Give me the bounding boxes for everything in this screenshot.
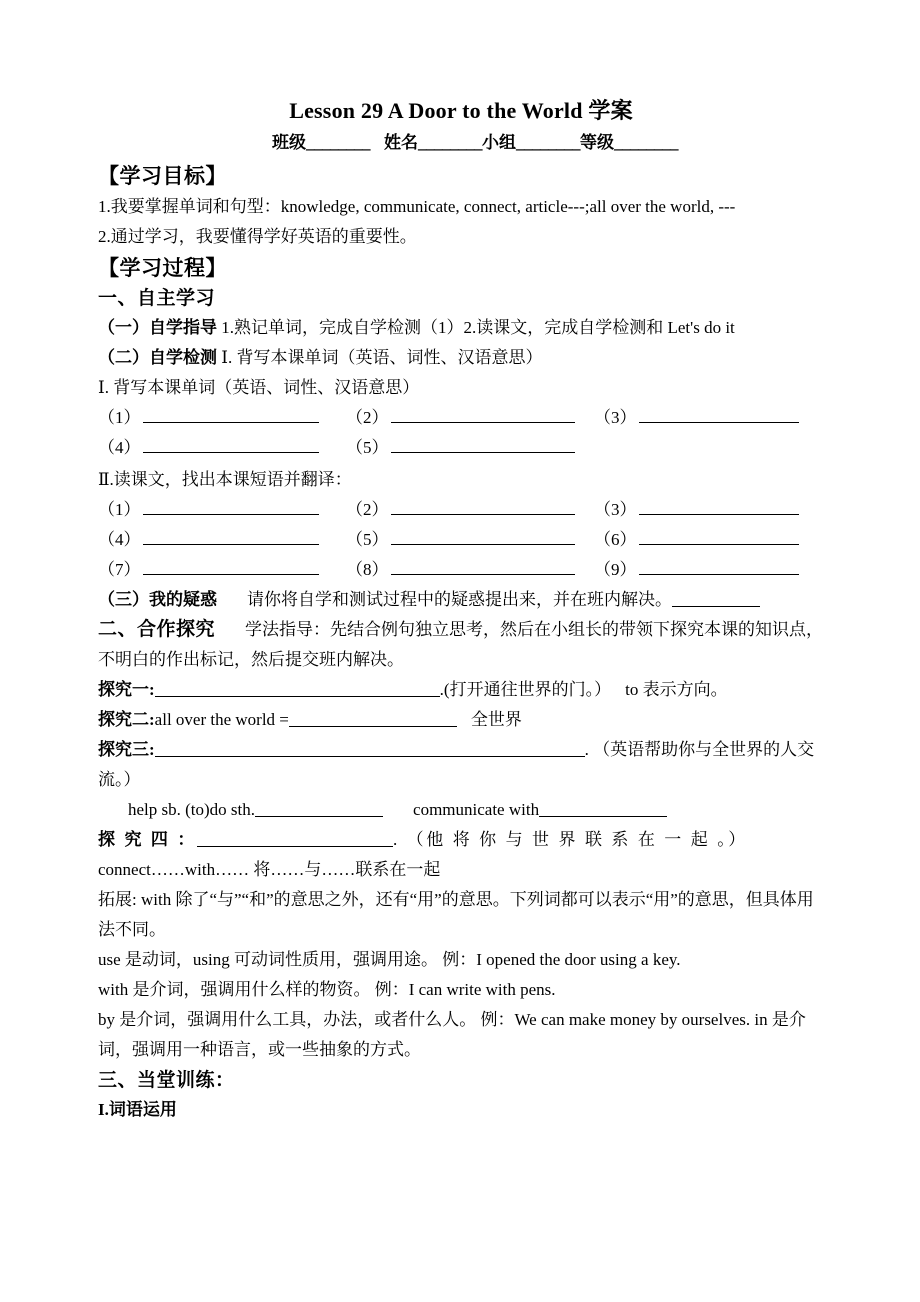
blank-label: （7） xyxy=(98,560,141,579)
inquiry-four-line xyxy=(98,825,824,855)
expansion-entry-use: use 是动词，using 可动词性质用，强调用途。 例：I opened the door using a key. xyxy=(98,950,681,969)
self-study-check-label: （二）自学检测 xyxy=(98,348,217,367)
write-line[interactable] xyxy=(639,556,799,575)
self-study-check xyxy=(98,343,824,373)
blank-label: （3） xyxy=(594,500,637,519)
blank-cell[interactable] xyxy=(346,433,594,463)
expansion-lead: 拓展: with 除了“与”“和”的意思之外，还有“用”的意思。下列词都可以表示“用”的意思，但具体用法不同。 xyxy=(98,890,814,939)
blank-cell[interactable] xyxy=(98,495,346,525)
pattern-help-sb: help sb. (to)do sth. xyxy=(128,800,256,819)
blank-label: （8） xyxy=(346,560,389,579)
pattern-help-blank[interactable] xyxy=(255,798,383,817)
inquiry-two-label: 探究二: xyxy=(98,710,155,729)
blank-label: （1） xyxy=(98,408,141,427)
grade-blank[interactable]: ________ xyxy=(614,133,678,152)
write-line[interactable] xyxy=(143,404,319,423)
phrase-blank-row xyxy=(98,525,824,555)
blank-cell[interactable] xyxy=(98,555,346,585)
blank-label: （5） xyxy=(346,530,389,549)
section-three-subheading: I.词语运用 xyxy=(98,1100,177,1119)
write-line[interactable] xyxy=(391,496,575,515)
inquiry-four-translation: . （他 将 你 与 世 界 联 系 在 一 起 。） xyxy=(392,830,748,849)
inquiry-two-translation: 全世界 xyxy=(470,710,522,729)
blank-label: （4） xyxy=(98,438,141,457)
self-study-guidance-label: （一）自学指导 xyxy=(98,318,217,337)
blank-label: （9） xyxy=(594,560,637,579)
blank-cell[interactable] xyxy=(594,525,824,555)
process-heading: 【学习过程】 xyxy=(98,256,227,280)
inquiry-one-translation: .(打开通往世界的门。） xyxy=(439,680,612,699)
blank-cell[interactable] xyxy=(594,403,824,433)
inquiry-two-phrase: all over the world = xyxy=(154,710,289,729)
blank-cell[interactable] xyxy=(98,403,346,433)
expansion-entry-with: with 是介词，强调用什么样的物资。 例：I can write with pens. xyxy=(98,980,556,999)
inquiry-three-label: 探究三: xyxy=(98,740,155,759)
inquiry-two-line xyxy=(98,705,824,735)
pattern-communicate-blank[interactable] xyxy=(539,798,667,817)
expansion-entry-by: by 是介词，强调用什么工具，办法，或者什么人。 例：We can make money by ourselves. in 是介词，强调用一种语言，或一些抽象的方式。 xyxy=(98,1010,806,1059)
inquiry-one-note: to 表示方向。 xyxy=(625,680,728,699)
blank-cell[interactable] xyxy=(98,525,346,555)
section-three-heading: 三、当堂训练： xyxy=(98,1070,235,1091)
group-label: 小组 xyxy=(482,133,516,152)
objective-item-1: 1.我要掌握单词和句型：knowledge, communicate, connect, article---;all over the world, --- xyxy=(98,197,736,216)
write-line[interactable] xyxy=(639,404,799,423)
self-study-guidance-text: 1.熟记单词，完成自学检测（1）2.读课文，完成自学检测和 Let's do it xyxy=(221,318,735,337)
write-line[interactable] xyxy=(143,434,319,453)
blank-cell[interactable] xyxy=(98,433,346,463)
self-study-check-text: Ⅰ. 背写本课单词（英语、词性、汉语意思） xyxy=(221,348,543,367)
section-one-heading: 一、自主学习 xyxy=(98,288,216,309)
part-two-title: Ⅱ.读课文，找出本课短语并翻译： xyxy=(98,470,352,489)
class-label: 班级 xyxy=(272,133,306,152)
blank-cell[interactable] xyxy=(346,555,594,585)
section-two-method-note: 学法指导：先结合例句独立思考，然后在小组长的带领下探究本课的知识点，不明白的作出标记，然后提交班内解决。 xyxy=(98,620,824,669)
section-two-block xyxy=(98,615,824,675)
student-identity-line xyxy=(98,130,824,156)
blank-label: （2） xyxy=(346,500,389,519)
write-line[interactable] xyxy=(143,526,319,545)
blank-cell[interactable] xyxy=(594,495,824,525)
phrase-blank-row xyxy=(98,495,824,525)
blank-label: （1） xyxy=(98,500,141,519)
pattern-communicate-with: communicate with xyxy=(413,800,540,819)
my-doubts-text: 请你将自学和测试过程中的疑惑提出来，并在班内解决。 xyxy=(247,590,672,609)
objective-item-2: 2.通过学习，我要懂得学好英语的重要性。 xyxy=(98,227,417,246)
my-doubts-line xyxy=(98,585,824,615)
inquiry-one-line xyxy=(98,675,824,705)
word-blank-row xyxy=(98,433,824,463)
write-line[interactable] xyxy=(639,526,799,545)
class-blank[interactable]: ________ xyxy=(306,133,370,152)
blank-label: （4） xyxy=(98,530,141,549)
inquiry-three-translation: . （英语帮助你与全世界的人交流。） xyxy=(98,740,815,789)
my-doubts-label: （三）我的疑惑 xyxy=(98,590,217,609)
inquiry-two-blank[interactable] xyxy=(289,708,457,727)
phrase-blank-row xyxy=(98,555,824,585)
write-line[interactable] xyxy=(143,556,319,575)
inquiry-three-line xyxy=(98,735,824,795)
inquiry-four-blank[interactable] xyxy=(197,828,393,847)
blank-cell[interactable] xyxy=(346,495,594,525)
write-line[interactable] xyxy=(391,434,575,453)
inquiry-four-note: connect……with…… 将……与……联系在一起 xyxy=(98,860,441,879)
write-line[interactable] xyxy=(639,496,799,515)
write-line[interactable] xyxy=(391,526,575,545)
page-title: Lesson 29 A Door to the World 学案 xyxy=(289,98,633,123)
write-line[interactable] xyxy=(391,556,575,575)
section-two-heading: 二、合作探究 xyxy=(98,619,216,640)
name-blank[interactable]: ________ xyxy=(418,133,482,152)
objectives-heading: 【学习目标】 xyxy=(98,164,227,188)
my-doubts-blank[interactable] xyxy=(672,588,760,607)
word-blank-row xyxy=(98,403,824,433)
part-one-title: Ⅰ. 背写本课单词（英语、词性、汉语意思） xyxy=(98,378,420,397)
grade-label: 等级 xyxy=(580,133,614,152)
document-body xyxy=(98,96,824,1125)
inquiry-one-blank[interactable] xyxy=(155,678,440,697)
inquiry-three-blank[interactable] xyxy=(155,738,585,757)
group-blank[interactable]: ________ xyxy=(516,133,580,152)
self-study-guidance xyxy=(98,313,824,343)
blank-cell[interactable] xyxy=(346,403,594,433)
inquiry-one-label: 探究一: xyxy=(98,680,155,699)
blank-label: （2） xyxy=(346,408,389,427)
blank-label: （6） xyxy=(594,530,637,549)
blank-cell[interactable] xyxy=(346,525,594,555)
name-label: 姓名 xyxy=(384,133,418,152)
blank-label: （3） xyxy=(594,408,637,427)
inquiry-four-label: 探 究 四 ： xyxy=(98,830,197,849)
blank-cell[interactable] xyxy=(594,555,824,585)
write-line[interactable] xyxy=(391,404,575,423)
inquiry-three-patterns xyxy=(98,795,824,825)
write-line[interactable] xyxy=(143,496,319,515)
blank-label: （5） xyxy=(346,438,389,457)
